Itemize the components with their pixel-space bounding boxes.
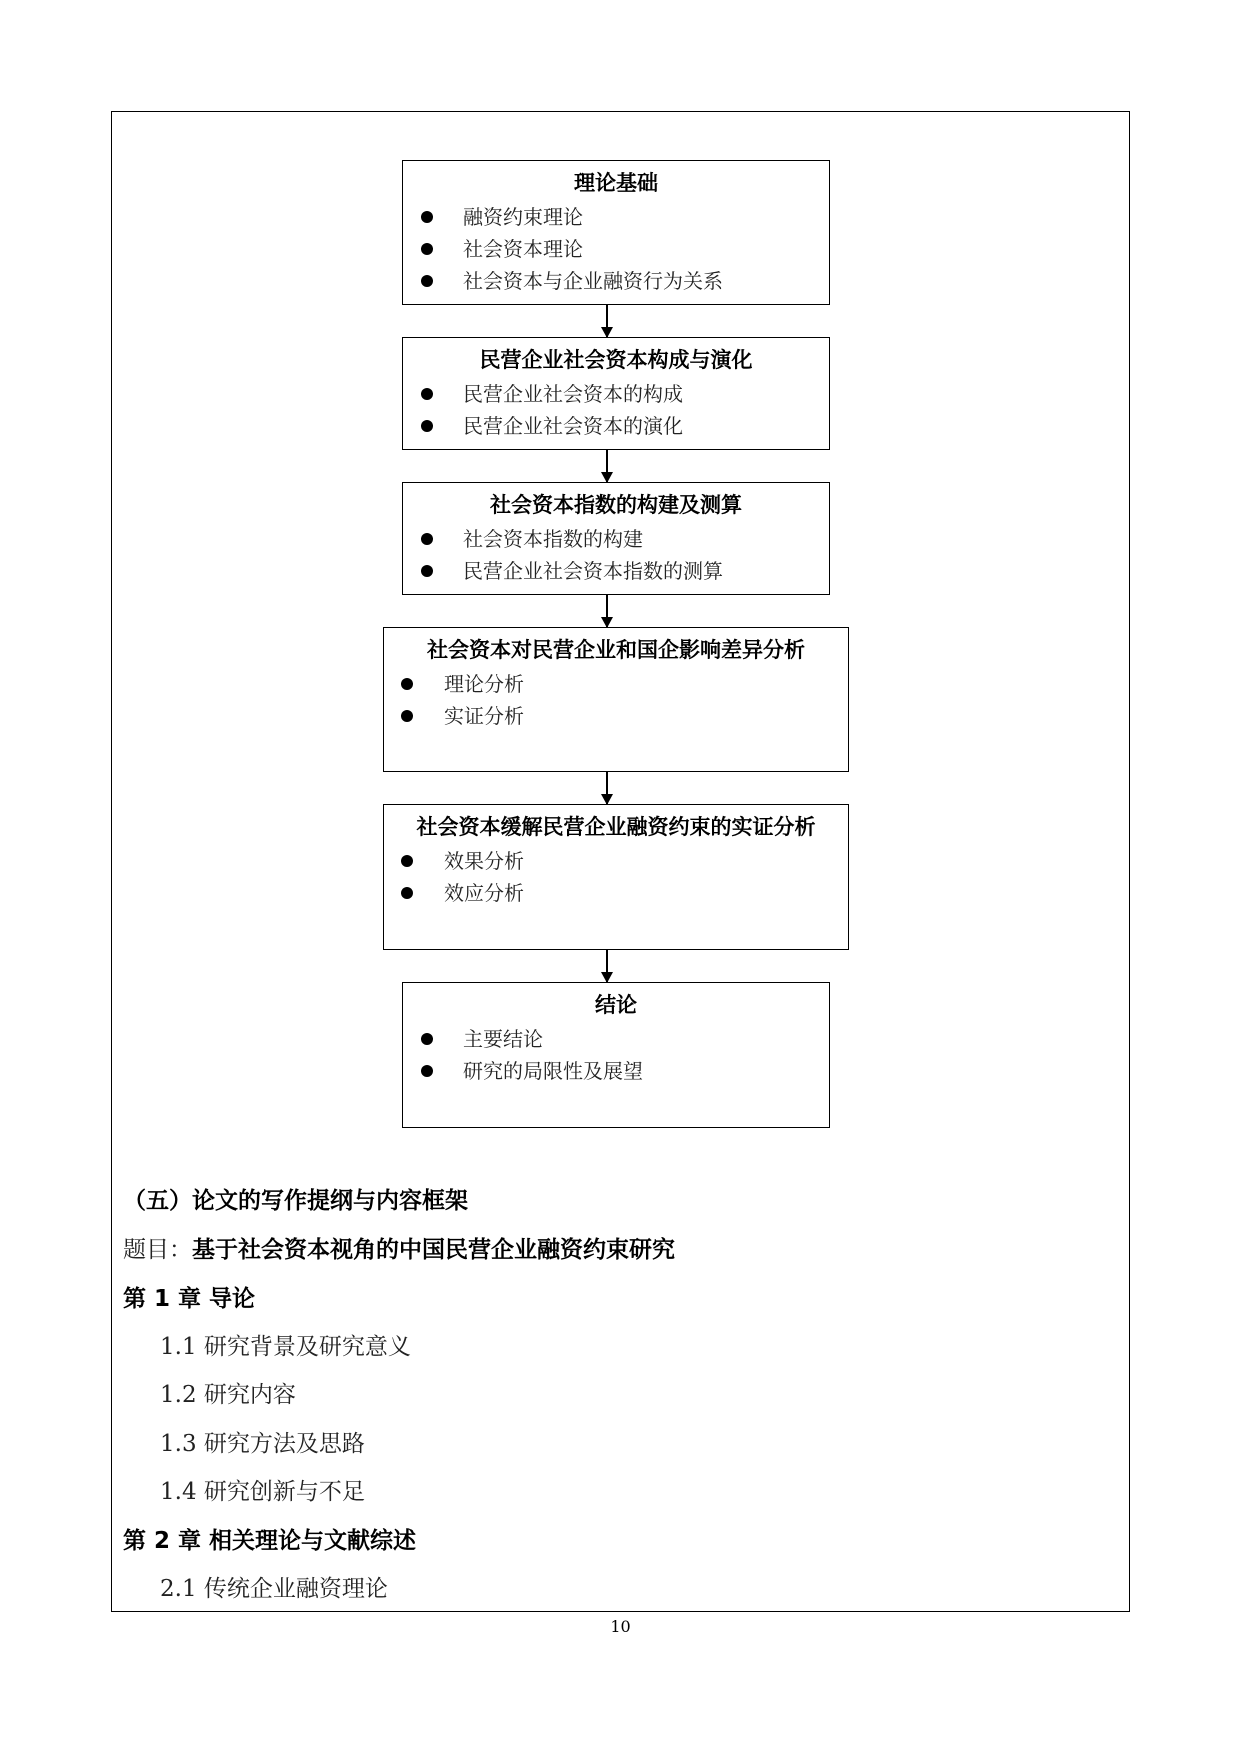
flow-box-item: 民营企业社会资本的演化 [403,410,829,442]
bullet-icon [421,211,433,223]
flow-box-index-construction [402,482,830,595]
chapter-1-item: 1.1 研究背景及研究意义 [160,1334,411,1360]
chapter-2-item: 2.1 传统企业融资理论 [160,1576,388,1602]
chapter-1-item: 1.2 研究内容 [160,1382,296,1408]
page-number: 10 [610,1617,631,1636]
flow-box-item: 社会资本与企业融资行为关系 [403,265,829,297]
flow-box-social-capital-composition [402,337,830,450]
bullet-icon [421,533,433,545]
flow-box-item: 民营企业社会资本指数的测算 [403,555,829,587]
chapter-1-item: 1.4 研究创新与不足 [160,1479,365,1505]
flow-box-conclusion [402,982,830,1128]
bullet-icon [421,420,433,432]
flow-box-item: 研究的局限性及展望 [403,1055,829,1087]
topic-title: 基于社会资本视角的中国民营企业融资约束研究 [192,1237,675,1263]
flow-box-title: 结论 [595,993,637,1017]
bullet-icon [421,1033,433,1045]
section-heading: （五）论文的写作提纲与内容框架 [123,1188,468,1214]
flow-box-title: 理论基础 [574,171,658,195]
flow-box-empirical-analysis [383,804,849,950]
topic-line [123,1235,675,1265]
flow-box-title: 社会资本指数的构建及测算 [490,493,742,517]
flow-box-item: 理论分析 [384,668,848,700]
bullet-icon [421,1065,433,1077]
flow-arrow [606,772,608,804]
flow-box-theory-basis [402,160,830,305]
bullet-icon [401,678,413,690]
bullet-icon [421,275,433,287]
flow-box-item: 社会资本指数的构建 [403,523,829,555]
flow-box-title: 社会资本对民营企业和国企影响差异分析 [427,638,805,662]
bullet-icon [421,565,433,577]
flow-arrow [606,450,608,482]
chapter-1-title: 第 1 章 导论 [123,1286,256,1312]
flow-box-item: 民营企业社会资本的构成 [403,378,829,410]
flow-arrow [606,305,608,337]
bullet-icon [421,388,433,400]
bullet-icon [421,243,433,255]
flow-box-title: 民营企业社会资本构成与演化 [479,348,753,372]
flow-arrow [606,595,608,627]
flow-arrow [606,950,608,982]
flow-box-item: 实证分析 [384,700,848,732]
flow-box-item: 效应分析 [384,877,848,909]
bullet-icon [401,887,413,899]
flow-box-item: 社会资本理论 [403,233,829,265]
flow-box-impact-difference [383,627,849,772]
flow-box-item: 效果分析 [384,845,848,877]
bullet-icon [401,855,413,867]
flow-box-title: 社会资本缓解民营企业融资约束的实证分析 [416,815,816,839]
bullet-icon [401,710,413,722]
flow-box-item: 融资约束理论 [403,201,829,233]
chapter-2-title: 第 2 章 相关理论与文献综述 [123,1528,417,1554]
topic-label: 题目： [123,1237,192,1263]
chapter-1-item: 1.3 研究方法及思路 [160,1431,365,1457]
flow-box-item: 主要结论 [403,1023,829,1055]
